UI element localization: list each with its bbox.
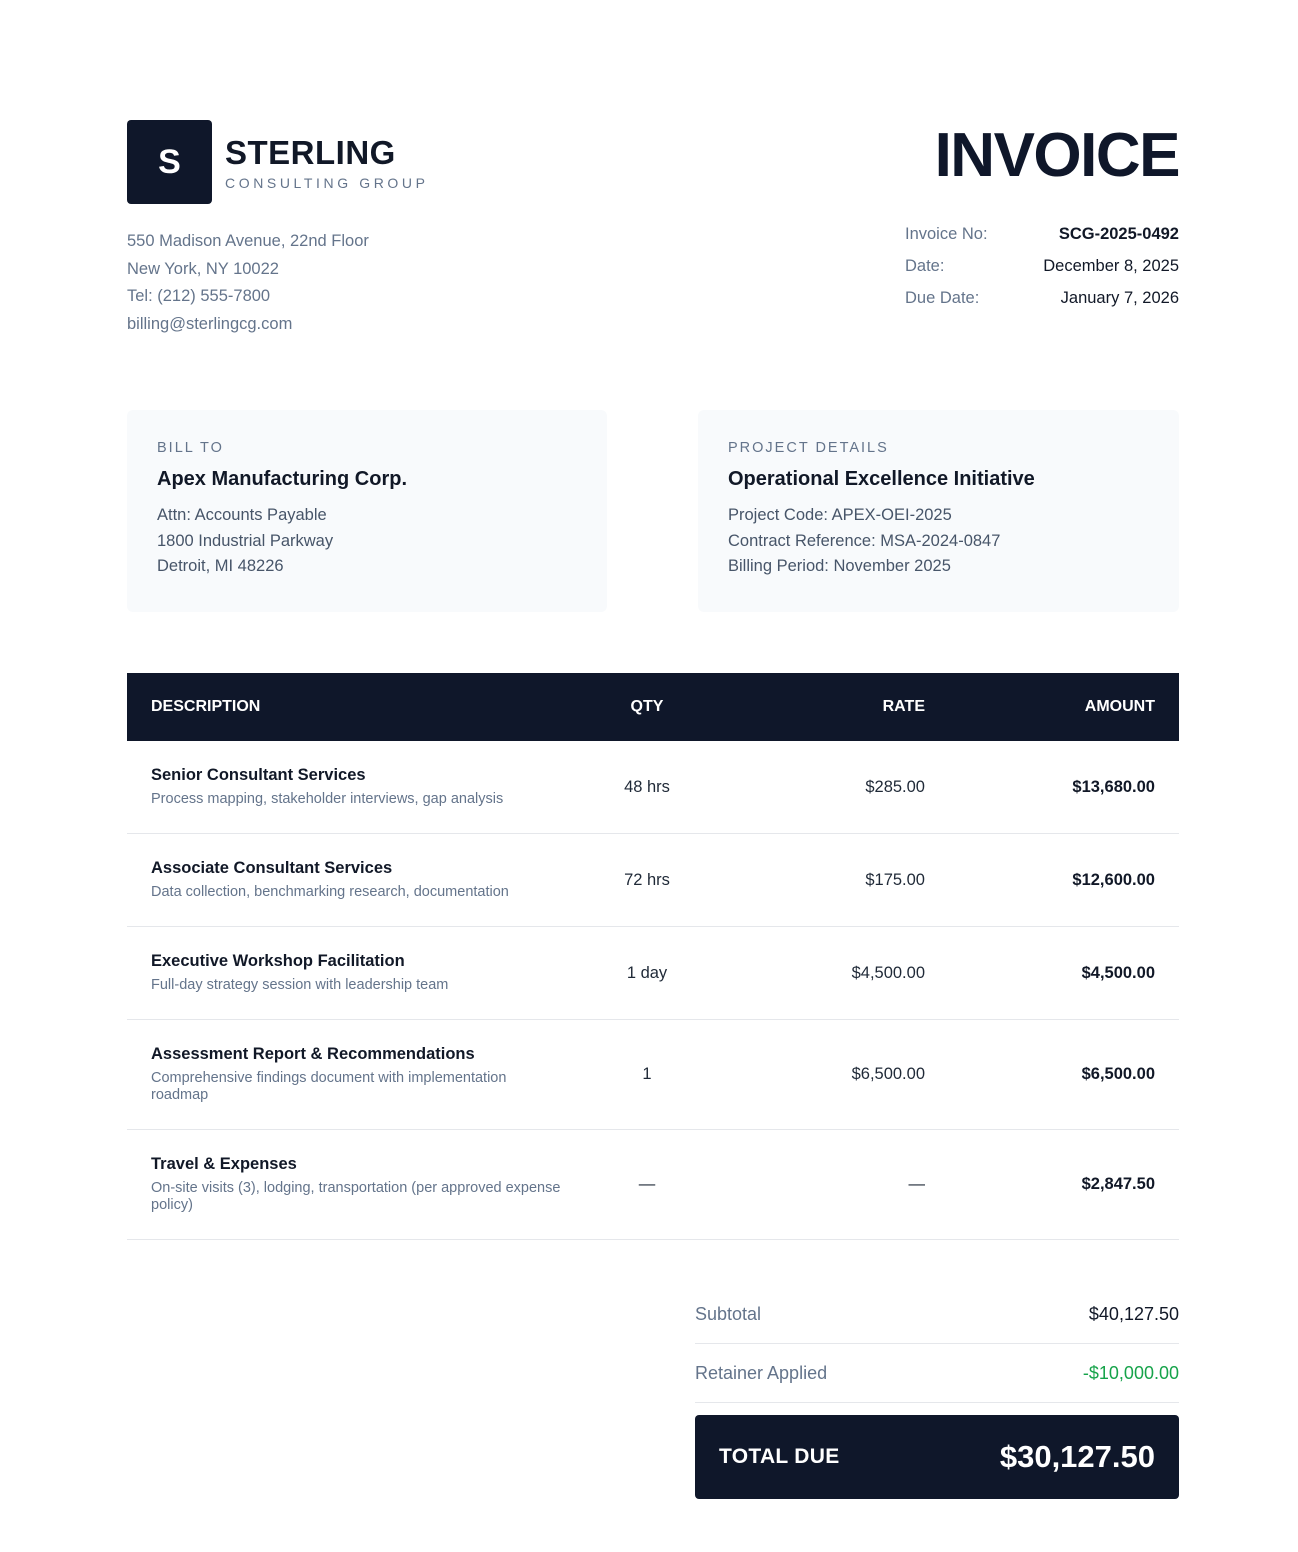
item-desc: Full-day strategy session with leadership team xyxy=(151,977,449,993)
address-line: New York, NY 10022 xyxy=(127,259,279,278)
meta-label: Invoice No: xyxy=(905,224,988,243)
client-line: Detroit, MI 48226 xyxy=(157,557,284,575)
meta-row-invoice-no xyxy=(905,218,1179,250)
total-due-label: TOTAL DUE xyxy=(719,1445,840,1468)
subtotal-label: Subtotal xyxy=(695,1303,762,1324)
project-label: PROJECT DETAILS xyxy=(728,440,889,456)
item-qty: 1 day xyxy=(626,963,668,982)
header-description: DESCRIPTION xyxy=(151,698,261,715)
item-qty: 1 xyxy=(642,1065,652,1083)
item-qty: 48 hrs xyxy=(624,777,670,796)
item-title: Associate Consultant Services xyxy=(151,859,393,877)
item-description-cell xyxy=(127,1045,567,1104)
item-desc: Process mapping, stakeholder interviews, gap analysis xyxy=(151,791,504,807)
table-header xyxy=(127,673,1179,741)
line-items-table xyxy=(127,673,1179,1240)
item-rate: $285.00 xyxy=(865,777,925,796)
project-info xyxy=(728,503,1149,580)
invoice-number: SCG-2025-0492 xyxy=(1058,224,1179,243)
item-amount: $6,500.00 xyxy=(1081,1065,1155,1083)
item-amount: $4,500.00 xyxy=(1081,963,1155,982)
header-amount: AMOUNT xyxy=(1084,698,1155,715)
subtotal-value: $40,127.50 xyxy=(1088,1303,1179,1324)
table-row xyxy=(127,834,1179,927)
invoice-meta xyxy=(905,218,1179,314)
bill-to-label: BILL TO xyxy=(157,440,224,456)
item-description-cell xyxy=(127,952,567,994)
item-rate: $4,500.00 xyxy=(851,963,925,982)
company-address xyxy=(127,228,369,338)
meta-label: Date: xyxy=(905,256,945,275)
meta-row-due-date xyxy=(905,282,1179,314)
due-date: January 7, 2026 xyxy=(1060,288,1179,307)
project-line: Project Code: APEX-OEI-2025 xyxy=(728,506,952,524)
invoice-date: December 8, 2025 xyxy=(1043,256,1179,275)
company-logo xyxy=(127,120,212,204)
total-due-box xyxy=(695,1415,1179,1499)
meta-label: Due Date: xyxy=(905,288,980,307)
subtotal-row xyxy=(695,1285,1179,1344)
item-title: Assessment Report & Recommendations xyxy=(151,1045,475,1063)
table-row xyxy=(127,1130,1179,1240)
item-amount: $2,847.50 xyxy=(1081,1175,1155,1193)
client-line: Attn: Accounts Payable xyxy=(157,506,327,524)
client-line: 1800 Industrial Parkway xyxy=(157,531,334,550)
table-row xyxy=(127,1020,1179,1130)
item-description-cell xyxy=(127,1155,567,1214)
address-line: 550 Madison Avenue, 22nd Floor xyxy=(127,232,369,250)
item-desc: Data collection, benchmarking research, documentation xyxy=(151,884,509,900)
retainer-label: Retainer Applied xyxy=(695,1362,828,1383)
item-amount: $13,680.00 xyxy=(1072,777,1155,796)
email-line: billing@sterlingcg.com xyxy=(127,314,293,333)
item-description-cell xyxy=(127,859,567,901)
client-address xyxy=(157,503,577,580)
company-subtitle: CONSULTING GROUP xyxy=(225,175,429,191)
project-line: Contract Reference: MSA-2024-0847 xyxy=(728,531,1001,550)
header-qty: QTY xyxy=(630,698,664,715)
invoice-header xyxy=(127,120,1179,360)
item-amount: $12,600.00 xyxy=(1072,870,1155,889)
item-desc: On-site visits (3), lodging, transportation (per approved expense policy) xyxy=(151,1180,561,1213)
info-cards xyxy=(127,410,1179,612)
bill-to-card xyxy=(127,410,607,612)
company-name: STERLING xyxy=(225,134,396,171)
table-row xyxy=(127,927,1179,1020)
invoice-page xyxy=(127,120,1179,1474)
item-desc: Comprehensive findings document with implementation roadmap xyxy=(151,1070,507,1103)
item-rate: — xyxy=(908,1175,925,1193)
retainer-value: -$10,000.00 xyxy=(1082,1362,1179,1383)
invoice-title: INVOICE xyxy=(934,121,1179,190)
item-description-cell xyxy=(127,766,567,808)
item-rate: $175.00 xyxy=(865,870,925,889)
totals-section xyxy=(695,1285,1179,1499)
total-due-value: $30,127.50 xyxy=(999,1439,1155,1474)
meta-row-date xyxy=(905,250,1179,282)
client-name: Apex Manufacturing Corp. xyxy=(157,468,408,490)
item-rate: $6,500.00 xyxy=(851,1065,925,1083)
logo-letter: S xyxy=(158,142,181,181)
project-name: Operational Excellence Initiative xyxy=(728,468,1035,490)
project-details-card xyxy=(698,410,1179,612)
item-title: Executive Workshop Facilitation xyxy=(151,952,405,970)
project-line: Billing Period: November 2025 xyxy=(728,557,951,575)
item-title: Senior Consultant Services xyxy=(151,766,366,784)
header-rate: RATE xyxy=(882,698,925,715)
retainer-row xyxy=(695,1344,1179,1403)
phone-line: Tel: (212) 555-7800 xyxy=(127,287,271,305)
item-title: Travel & Expenses xyxy=(151,1155,297,1173)
item-qty: 72 hrs xyxy=(624,870,670,889)
item-qty: — xyxy=(638,1175,656,1193)
table-row xyxy=(127,741,1179,834)
